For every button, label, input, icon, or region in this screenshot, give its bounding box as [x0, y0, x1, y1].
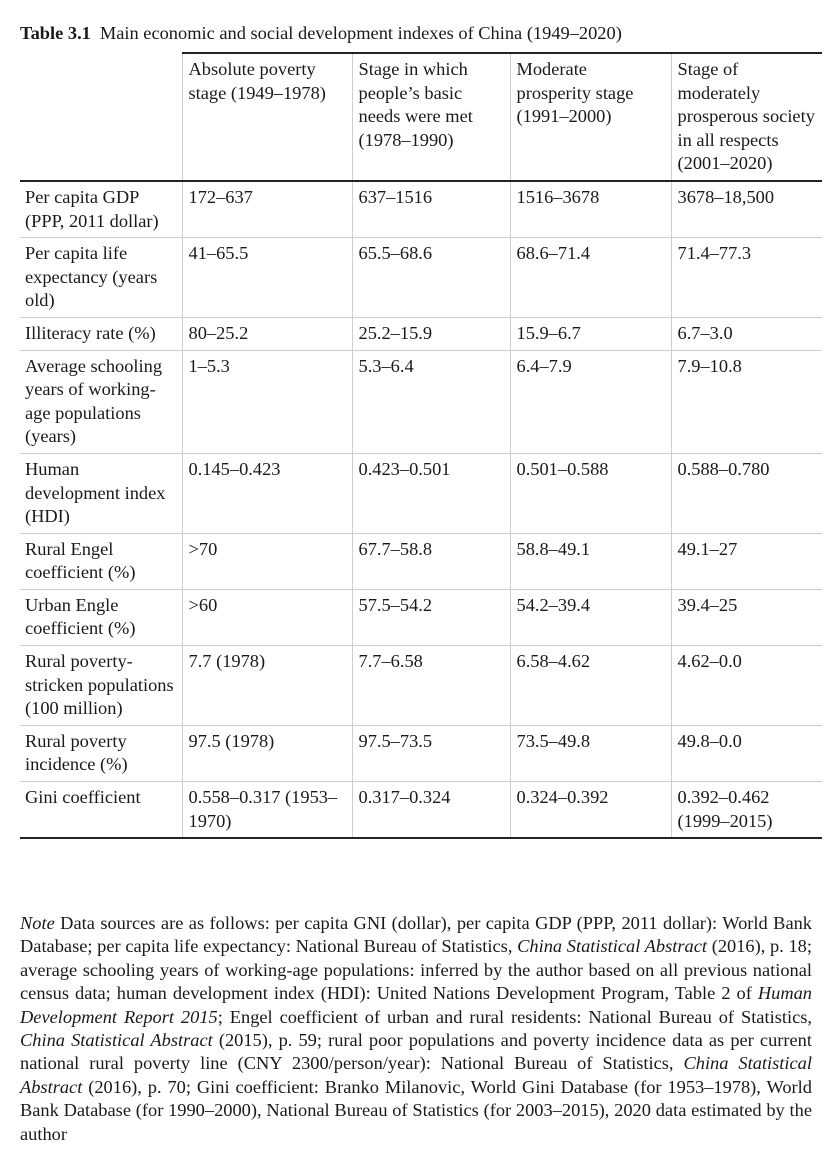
table-cell: 57.5–54.2: [352, 589, 510, 645]
table-cell: 41–65.5: [182, 238, 352, 318]
table-cell: 6.58–4.62: [510, 646, 671, 726]
row-label: Per capita GDP (PPP, 2011 dollar): [20, 181, 182, 238]
table-cell: 3678–18,500: [671, 181, 822, 238]
header-corner: [20, 53, 182, 181]
table-cell: 0.392–0.462 (1999–2015): [671, 782, 822, 839]
row-label: Per capita life expectancy (years old): [20, 238, 182, 318]
note-text: Data sources are as follows: per capita GNI (dollar), per capita GDP (PPP, 2011 dollar): World Bank Database; per capita life expectancy: National Bureau of Statistics,: [20, 913, 812, 957]
table-cell: 1–5.3: [182, 350, 352, 453]
table-cell: 73.5–49.8: [510, 725, 671, 781]
column-header: Absolute poverty stage (1949–1978): [182, 53, 352, 181]
header-row: [20, 53, 822, 181]
row-label: Illiteracy rate (%): [20, 317, 182, 350]
table-cell: 0.558–0.317 (1953–1970): [182, 782, 352, 839]
table-cell: 0.501–0.588: [510, 453, 671, 533]
table-cell: 39.4–25: [671, 589, 822, 645]
table-cell: 0.423–0.501: [352, 453, 510, 533]
table-cell: 6.4–7.9: [510, 350, 671, 453]
table-row: [20, 533, 822, 589]
table-row: [20, 646, 822, 726]
table-cell: 15.9–6.7: [510, 317, 671, 350]
table-cell: 67.7–58.8: [352, 533, 510, 589]
row-label: Rural Engel coefficient (%): [20, 533, 182, 589]
note-text: (2016), p. 70; Gini coefficient: Branko Milanovic, World Gini Database (for 1953–1978), World Bank Database (for 1990–2000), National Bureau of Statistics (for 2003–2015), 2020 data estimated by the author: [20, 1076, 812, 1144]
table-row: [20, 589, 822, 645]
row-label: Urban Engle coefficient (%): [20, 589, 182, 645]
table-cell: 1516–3678: [510, 181, 671, 238]
table-cell: 7.9–10.8: [671, 350, 822, 453]
table-cell: 4.62–0.0: [671, 646, 822, 726]
table-cell: 65.5–68.6: [352, 238, 510, 318]
table-caption: [20, 22, 622, 46]
table-cell: 0.588–0.780: [671, 453, 822, 533]
table-cell: 68.6–71.4: [510, 238, 671, 318]
table-row: [20, 181, 822, 238]
table-cell: 25.2–15.9: [352, 317, 510, 350]
development-index-table: [20, 52, 822, 839]
table-row: [20, 782, 822, 839]
table-row: [20, 350, 822, 453]
table-cell: >60: [182, 589, 352, 645]
row-label: Gini coefficient: [20, 782, 182, 839]
table-title: Main economic and social development indexes of China (1949–2020): [99, 23, 622, 43]
table-row: [20, 453, 822, 533]
table-cell: 71.4–77.3: [671, 238, 822, 318]
row-label: Rural poverty incidence (%): [20, 725, 182, 781]
table-cell: 637–1516: [352, 181, 510, 238]
table-cell: 97.5 (1978): [182, 725, 352, 781]
note-source-title: China Statistical Abstract: [20, 1030, 213, 1051]
note-label: Note: [20, 913, 55, 933]
table-cell: 58.8–49.1: [510, 533, 671, 589]
table-cell: >70: [182, 533, 352, 589]
table-cell: 0.324–0.392: [510, 782, 671, 839]
table-cell: 6.7–3.0: [671, 317, 822, 350]
table-row: [20, 317, 822, 350]
row-label: Rural poverty-stricken populations (100 million): [20, 646, 182, 726]
column-header: Stage of moderately prosperous society in all respects (2001–2020): [671, 53, 822, 181]
table-cell: 7.7 (1978): [182, 646, 352, 726]
table-row: [20, 725, 822, 781]
note-text: (2016), p. 18; average schooling years of working-age populations: inferred by the author based on all previous national census data; human development index (HDI): United Nations Development Program, Table 2 of: [20, 936, 812, 1004]
table-cell: 0.317–0.324: [352, 782, 510, 839]
table-cell: 80–25.2: [182, 317, 352, 350]
table-cell: 172–637: [182, 181, 352, 238]
table-cell: 5.3–6.4: [352, 350, 510, 453]
table-cell: 7.7–6.58: [352, 646, 510, 726]
column-header: Moderate prosperity stage (1991–2000): [510, 53, 671, 181]
table-number: Table 3.1: [20, 23, 91, 43]
note-text: (2015), p. 59; rural poor populations and poverty incidence data as per current national rural poverty line (CNY 2300/person/year): National Bureau of Statistics,: [20, 1030, 812, 1074]
row-label: Human development index (HDI): [20, 453, 182, 533]
note-source-title: China Statistical Abstract: [517, 936, 708, 957]
table-cell: 49.8–0.0: [671, 725, 822, 781]
row-label: Average schooling years of working-age populations (years): [20, 350, 182, 453]
table-note: [20, 912, 812, 1146]
column-header: Stage in which people’s basic needs were met (1978–1990): [352, 53, 510, 181]
table-cell: 54.2–39.4: [510, 589, 671, 645]
note-source-title: Human Development Report 2015: [20, 983, 812, 1027]
note-text: ; Engel coefficient of urban and rural residents: National Bureau of Statistics,: [217, 1006, 812, 1027]
note-source-title: China Statistical Abstract: [20, 1053, 812, 1097]
table-cell: 97.5–73.5: [352, 725, 510, 781]
table-row: [20, 238, 822, 318]
table-cell: 0.145–0.423: [182, 453, 352, 533]
table-cell: 49.1–27: [671, 533, 822, 589]
